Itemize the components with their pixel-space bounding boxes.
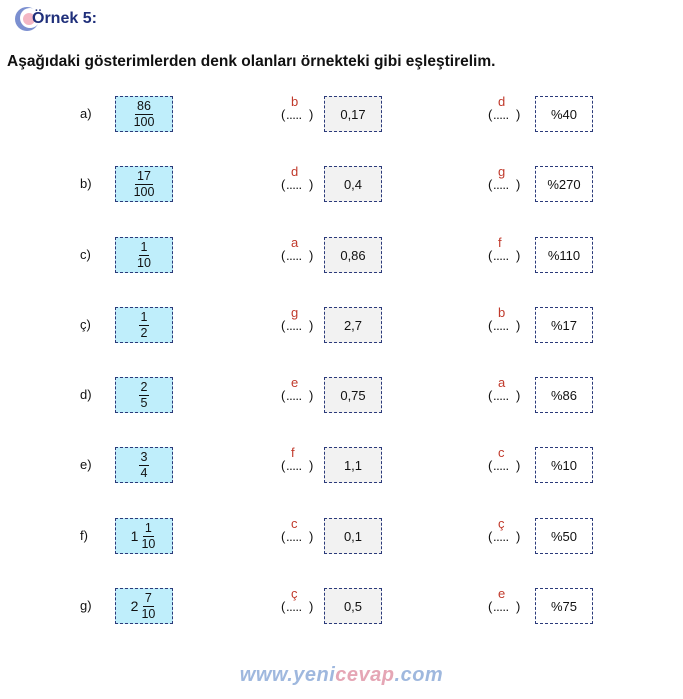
numerator: 17 [137,169,151,183]
open-paren: ( [281,388,286,403]
open-paren: ( [281,107,286,122]
matching-row [0,307,683,343]
fraction-box [115,96,173,132]
close-paren: ) [309,177,314,192]
decimal-box: 1,1 [324,447,382,483]
right-answer-blank[interactable] [488,307,528,343]
dotted-line: ..... [493,599,509,614]
decimal-box: 0,86 [324,237,382,273]
right-answer: ç [498,516,505,531]
dotted-line: ..... [286,458,302,473]
dotted-line: ..... [286,388,302,403]
denominator: 2 [140,325,148,340]
open-paren: ( [488,529,493,544]
fraction-box [115,166,173,202]
fraction [132,100,157,128]
fraction-box [115,307,173,343]
instruction-text: Aşağıdaki gösterimlerden denk olanları örnekteki gibi eşleştirelim. [7,53,496,70]
mid-answer: b [291,94,299,109]
decimal-box: 0,17 [324,96,382,132]
dotted-line: ..... [286,107,302,122]
matching-row [0,588,683,624]
watermark-part-3: .com [394,664,444,686]
close-paren: ) [516,248,521,263]
numerator: 2 [140,380,148,394]
right-answer-blank[interactable] [488,166,528,202]
percent-box: %50 [535,518,593,554]
open-paren: ( [488,318,493,333]
open-paren: ( [488,107,493,122]
open-paren: ( [281,177,286,192]
denominator: 10 [141,536,156,551]
mid-answer-blank[interactable] [281,588,321,624]
mid-answer: f [291,445,295,460]
mid-answer-blank[interactable] [281,377,321,413]
denominator: 10 [141,606,156,621]
numerator: 86 [137,99,151,113]
dotted-line: ..... [493,318,509,333]
close-paren: ) [516,177,521,192]
mid-answer-blank[interactable] [281,237,321,273]
close-paren: ) [309,248,314,263]
dotted-line: ..... [493,388,509,403]
decimal-box: 0,4 [324,166,382,202]
right-answer-blank[interactable] [488,377,528,413]
close-paren: ) [516,107,521,122]
denominator: 10 [137,255,151,270]
dotted-line: ..... [493,107,509,122]
right-answer-blank[interactable] [488,96,528,132]
percent-box: %86 [535,377,593,413]
denominator: 100 [133,114,155,129]
mid-answer: e [291,375,299,390]
mid-answer: a [291,235,299,250]
fraction-box [115,447,173,483]
matching-row [0,166,683,202]
row-label: ç) [80,317,91,332]
fraction [139,592,157,620]
right-answer-blank[interactable] [488,237,528,273]
mid-answer: ç [291,586,298,601]
decimal-box: 0,5 [324,588,382,624]
open-paren: ( [488,599,493,614]
open-paren: ( [488,458,493,473]
matching-row [0,447,683,483]
close-paren: ) [309,107,314,122]
right-answer-blank[interactable] [488,447,528,483]
mid-answer: c [291,516,298,531]
right-answer: g [498,164,506,179]
fraction-box [115,588,173,624]
whole-number: 1 [130,528,139,544]
watermark-part-2: cevap [335,664,395,686]
numerator: 3 [140,450,148,464]
row-label: g) [80,598,92,613]
dotted-line: ..... [286,248,302,263]
denominator: 5 [140,395,148,410]
matching-row [0,96,683,132]
mid-answer-blank[interactable] [281,518,321,554]
numerator: 1 [144,521,152,535]
percent-box: %110 [535,237,593,273]
right-answer-blank[interactable] [488,518,528,554]
open-paren: ( [281,599,286,614]
percent-box: %270 [535,166,593,202]
row-label: b) [80,176,92,191]
numerator: 1 [140,310,148,324]
watermark-part-1: www.yeni [239,664,336,686]
mid-answer: g [291,305,299,320]
close-paren: ) [309,458,314,473]
close-paren: ) [516,458,521,473]
percent-box: %10 [535,447,593,483]
percent-box: %75 [535,588,593,624]
fraction [139,311,150,339]
denominator: 100 [133,184,155,199]
example-heading [14,6,97,32]
close-paren: ) [516,318,521,333]
mid-answer: d [291,164,299,179]
dotted-line: ..... [286,318,302,333]
mid-answer-blank[interactable] [281,447,321,483]
fraction [139,381,150,409]
dotted-line: ..... [493,529,509,544]
right-answer: e [498,586,506,601]
row-label: d) [80,387,92,402]
right-answer: b [498,305,506,320]
right-answer: d [498,94,506,109]
close-paren: ) [516,388,521,403]
row-label: f) [80,528,88,543]
matching-row [0,377,683,413]
mid-answer-blank[interactable] [281,166,321,202]
fraction [132,170,157,198]
mid-answer-blank[interactable] [281,96,321,132]
percent-box: %17 [535,307,593,343]
close-paren: ) [309,388,314,403]
whole-number: 2 [130,598,139,614]
dotted-line: ..... [286,177,302,192]
open-paren: ( [281,318,286,333]
matching-row [0,237,683,273]
row-label: e) [80,457,92,472]
open-paren: ( [488,248,493,263]
close-paren: ) [309,599,314,614]
decimal-box: 2,7 [324,307,382,343]
open-paren: ( [488,388,493,403]
open-paren: ( [281,529,286,544]
fraction [139,451,150,479]
dotted-line: ..... [493,248,509,263]
fraction-box [115,377,173,413]
close-paren: ) [516,529,521,544]
close-paren: ) [309,318,314,333]
fraction [139,522,157,550]
fraction [135,241,153,269]
right-answer: a [498,375,506,390]
dotted-line: ..... [286,529,302,544]
watermark [0,664,683,687]
right-answer: f [498,235,502,250]
decimal-box: 0,75 [324,377,382,413]
decimal-box: 0,1 [324,518,382,554]
row-label: a) [80,106,92,121]
numerator: 7 [144,591,152,605]
fraction-box [115,237,173,273]
dotted-line: ..... [286,599,302,614]
open-paren: ( [488,177,493,192]
right-answer: c [498,445,505,460]
open-paren: ( [281,458,286,473]
matching-row [0,518,683,554]
close-paren: ) [516,599,521,614]
right-answer-blank[interactable] [488,588,528,624]
example-title: Örnek 5: [32,10,97,27]
dotted-line: ..... [493,177,509,192]
fraction-box [115,518,173,554]
open-paren: ( [281,248,286,263]
row-label: c) [80,247,91,262]
percent-box: %40 [535,96,593,132]
close-paren: ) [309,529,314,544]
numerator: 1 [140,240,148,254]
denominator: 4 [140,465,148,480]
mid-answer-blank[interactable] [281,307,321,343]
dotted-line: ..... [493,458,509,473]
